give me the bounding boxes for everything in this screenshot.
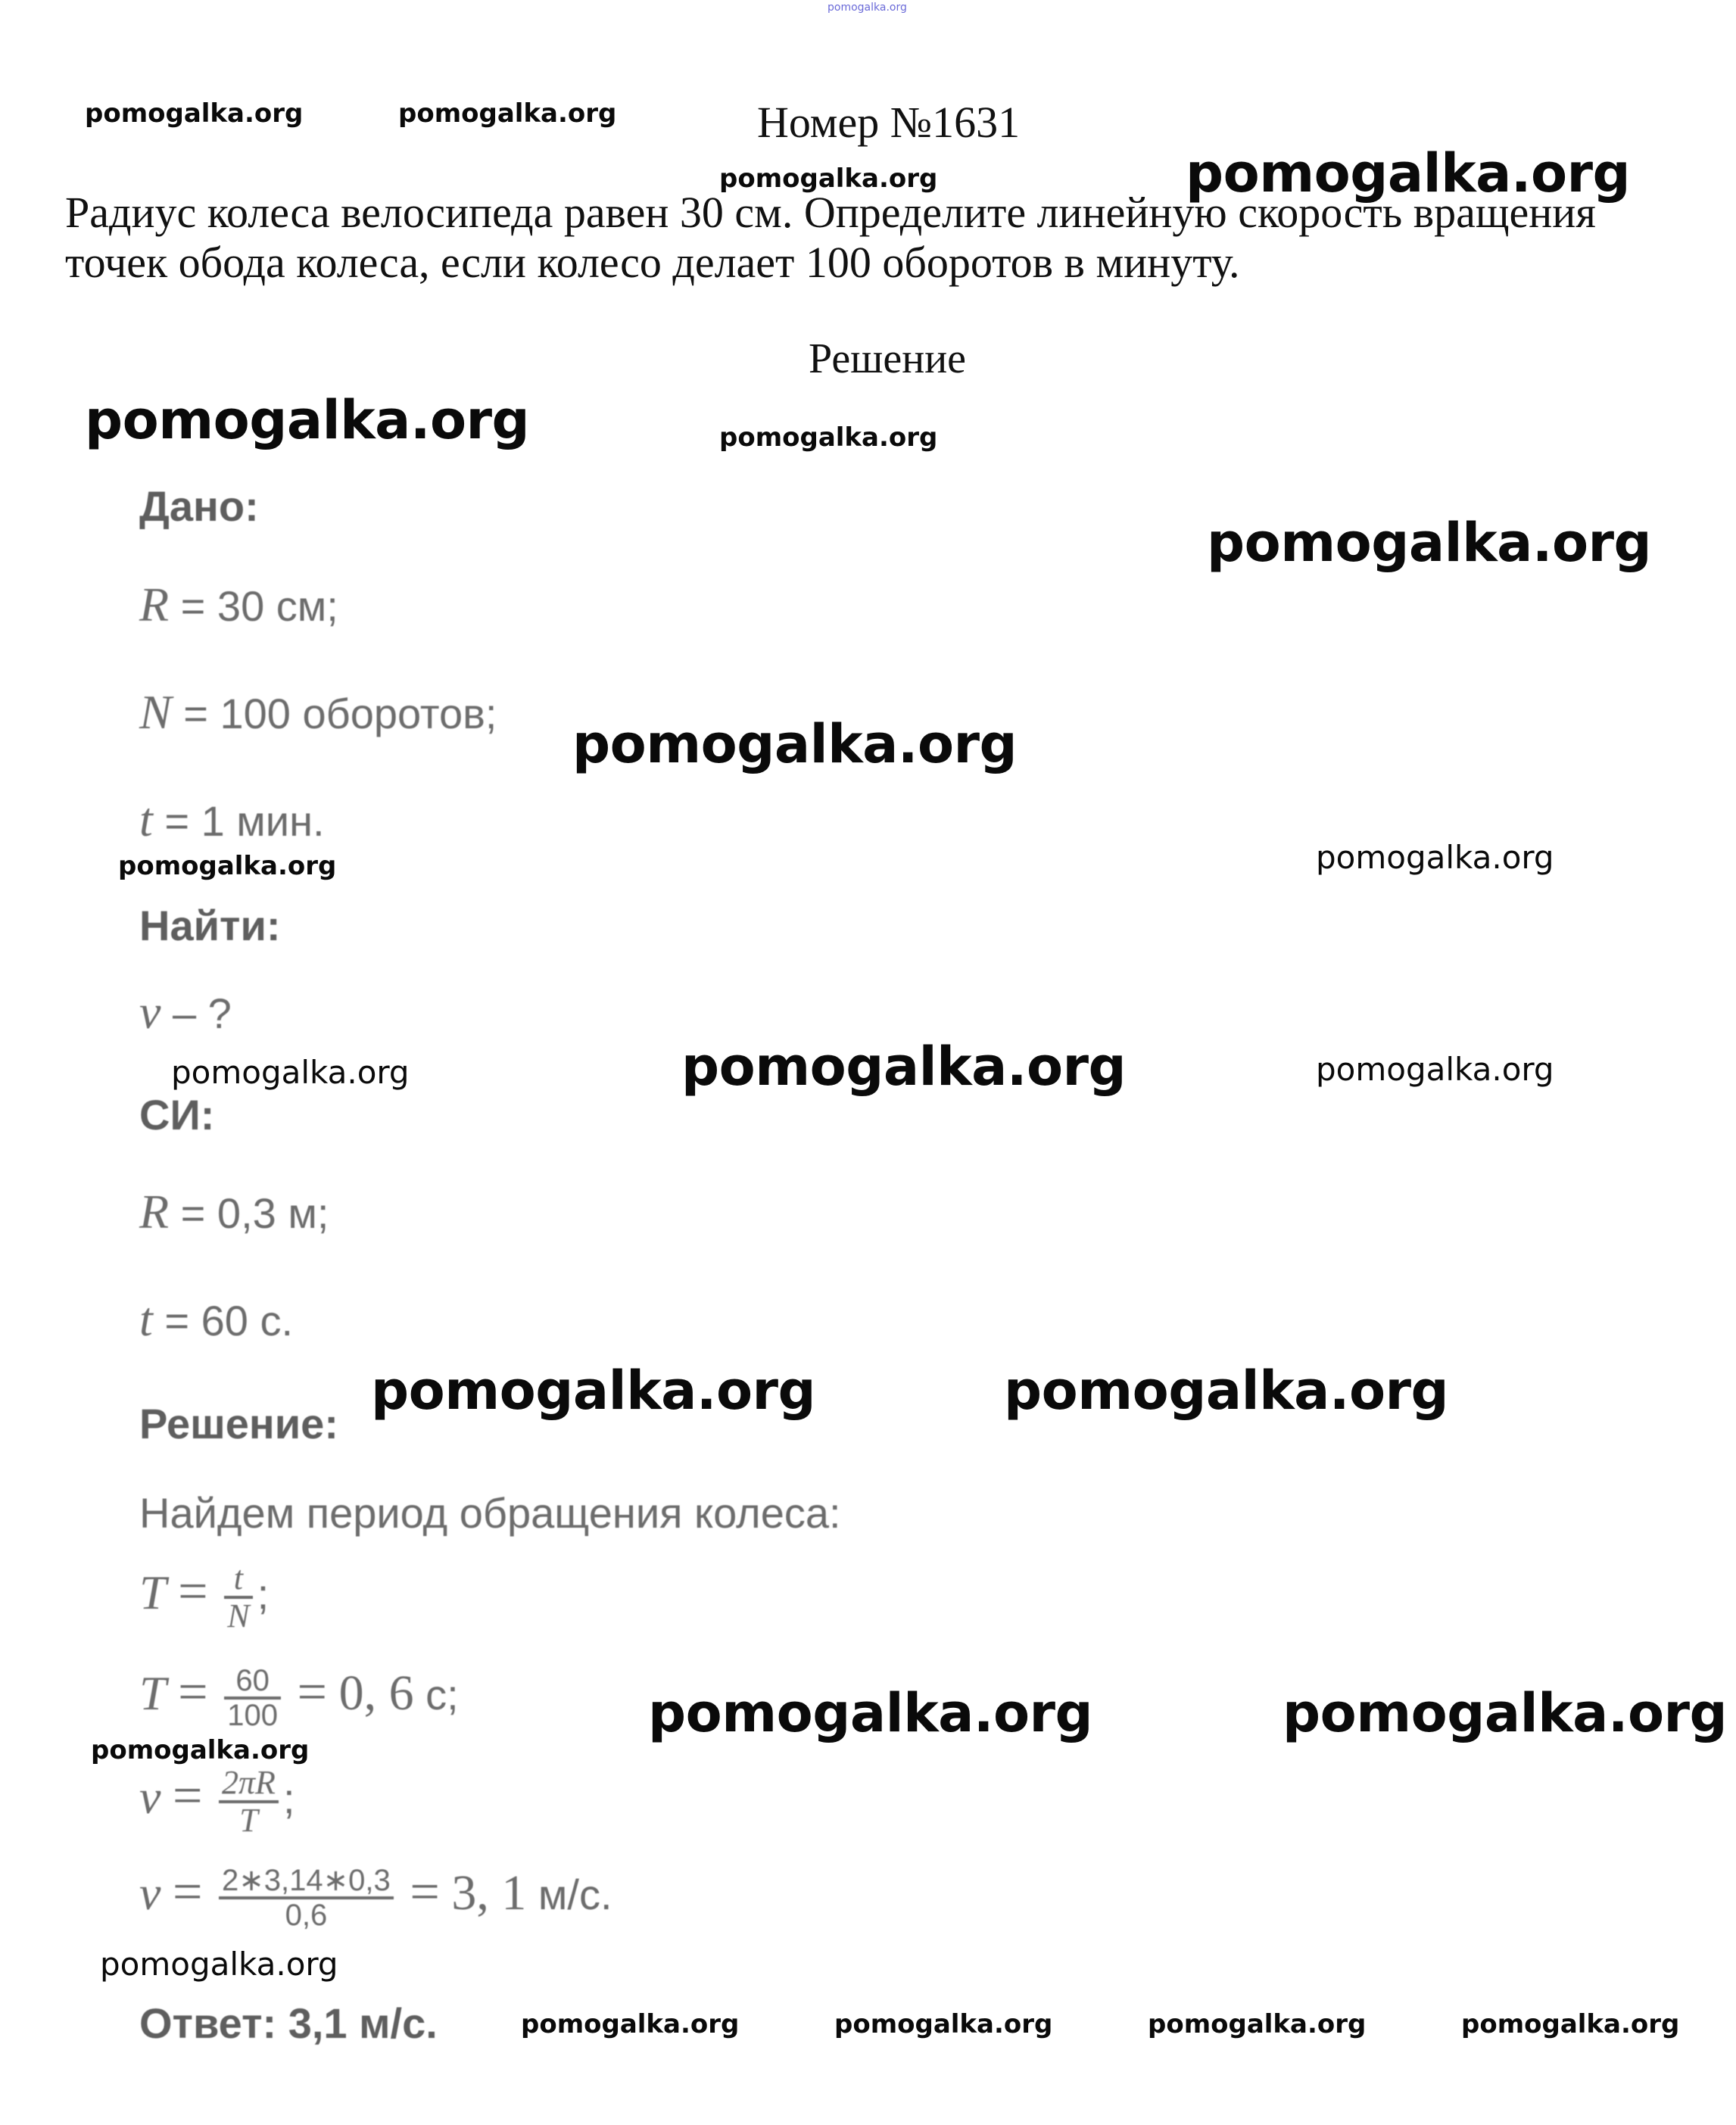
equals-sign: = [410,1863,440,1921]
watermark: pomogalka.org [371,1360,816,1422]
si-time-value: = 60 с. [164,1297,294,1344]
fraction-denominator: N [227,1597,250,1635]
watermark: pomogalka.org [100,1946,338,1983]
result-unit: с; [425,1671,459,1718]
watermark: pomogalka.org [85,389,530,451]
fraction-denominator: T [239,1802,258,1840]
watermark: pomogalka.org [1186,142,1631,204]
watermark: pomogalka.org [719,422,938,453]
fraction-denominator: 0,6 [285,1899,328,1933]
answer: Ответ: 3,1 м/с. [139,1999,438,2047]
si-label: СИ: [139,1091,215,1139]
formula-velocity-value [139,1862,612,1931]
fraction-numerator: 2∗3,14∗0,3 [219,1865,394,1899]
watermark: pomogalka.org [521,2009,740,2039]
var-r: R [139,578,170,631]
watermark: pomogalka.org [91,1735,310,1765]
given-revolutions [139,684,497,740]
watermark: pomogalka.org [681,1036,1127,1098]
result-unit: м/с. [538,1871,612,1918]
var-r: R [139,1185,170,1239]
formula-lhs: v [139,1866,161,1920]
watermark-top: pomogalka.org [827,2,907,14]
watermark: pomogalka.org [648,1682,1093,1744]
problem-statement-line1: Радиус колеса велосипеда равен 30 см. Определите линейную скорость вращения [65,188,1596,237]
period-text: Найдем период обращения колеса: [139,1489,841,1537]
find-velocity-value: – ? [172,989,232,1037]
watermark: pomogalka.org [719,164,938,194]
formula-velocity-general [139,1765,295,1838]
fraction-numerator: 60 [224,1665,281,1700]
watermark: pomogalka.org [572,713,1018,775]
find-label: Найти: [139,902,281,949]
equals-sign: = [172,1766,203,1825]
watermark: pomogalka.org [398,98,617,129]
fraction [224,1665,281,1731]
section-heading-solution: Решение [809,335,967,382]
find-velocity [139,984,232,1040]
fraction-denominator: 100 [227,1699,278,1733]
given-revolutions-value: = 100 оборотов; [183,690,497,737]
fraction [219,1865,394,1931]
watermark: pomogalka.org [1148,2009,1367,2039]
watermark: pomogalka.org [171,1054,410,1091]
formula-lhs: T [139,1565,167,1619]
problem-title: Номер №1631 [757,98,1021,147]
si-radius-value: = 0,3 м; [180,1189,329,1237]
given-radius [139,577,338,633]
watermark: pomogalka.org [118,851,337,881]
formula-period-value [139,1662,459,1731]
given-radius-value: = 30 см; [180,582,338,630]
fraction [224,1561,252,1634]
given-time [139,792,325,848]
var-n: N [139,685,172,739]
var-v: v [139,985,161,1039]
fraction-numerator: 2πR [219,1765,279,1803]
watermark: pomogalka.org [1004,1360,1449,1422]
watermark: pomogalka.org [1283,1682,1728,1744]
fraction-numerator: t [224,1561,252,1599]
fraction [219,1765,279,1838]
watermark: pomogalka.org [85,98,304,129]
equals-sign: = [172,1863,203,1921]
var-t: t [139,1292,153,1346]
equals-sign: = [297,1663,327,1721]
formula-lhs: T [139,1666,167,1720]
watermark: pomogalka.org [1461,2009,1680,2039]
equals-sign: = [178,1562,208,1621]
var-t: t [139,793,153,846]
watermark: pomogalka.org [834,2009,1053,2039]
formula-lhs: v [139,1769,161,1824]
formula-tail: ; [257,1569,270,1618]
given-time-value: = 1 мин. [164,797,325,845]
watermark: pomogalka.org [1316,839,1554,876]
result-value: 0, 6 [338,1665,414,1721]
given-label: Дано: [139,482,259,530]
result-value: 3, 1 [451,1865,527,1921]
si-radius [139,1184,329,1240]
solution-label: Решение: [139,1400,338,1447]
watermark: pomogalka.org [1207,512,1652,574]
formula-tail: ; [282,1774,295,1822]
equals-sign: = [178,1663,208,1721]
watermark: pomogalka.org [1316,1051,1554,1088]
formula-period-general [139,1561,269,1634]
si-time [139,1292,293,1348]
problem-statement-line2: точек обода колеса, если колесо делает 100 оборотов в минуту. [65,238,1240,287]
